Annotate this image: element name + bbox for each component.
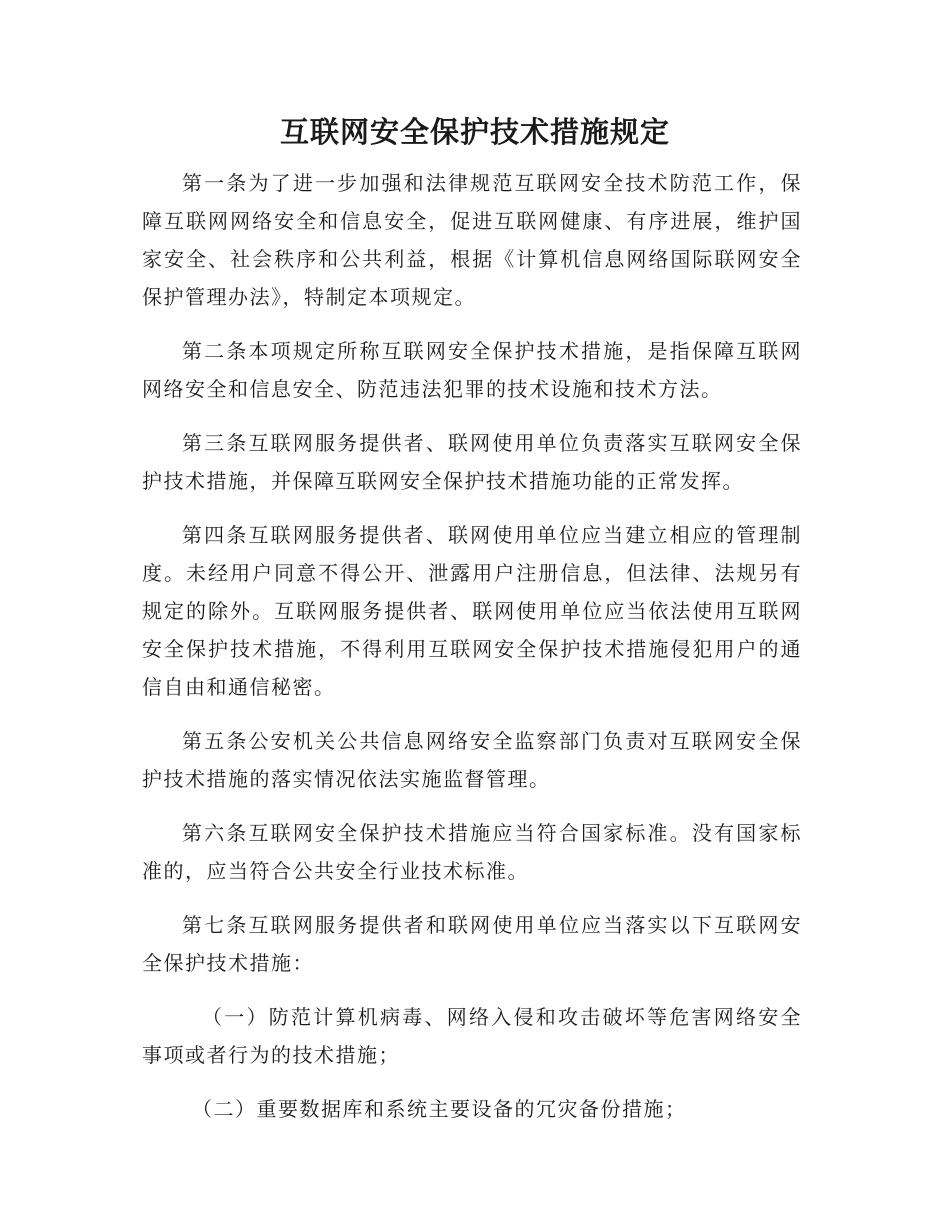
document-body (142, 164, 802, 1144)
paragraph-item-1: （一）防范计算机病毒、网络入侵和攻击破坏等危害网络安全事项或者行为的技术措施； (142, 1005, 802, 1067)
paragraph-article-6: 第六条互联网安全保护技术措施应当符合国家标准。没有国家标准的，应当符合公共安全行业技术标准。 (142, 821, 802, 883)
paragraph-article-7: 第七条互联网服务提供者和联网使用单位应当落实以下互联网安全保护技术措施： (142, 913, 802, 975)
document-title: 互联网安全保护技术措施规定 (279, 115, 670, 149)
paragraph-article-4: 第四条互联网服务提供者、联网使用单位应当建立相应的管理制度。未经用户同意不得公开、泄露用户注册信息，但法律、法规另有规定的除外。互联网服务提供者、联网使用单位应当依法使用互联网安全保护技术措施，不得利用互联网安全保护技术措施侵犯用户的通信自由和通信秘密。 (142, 523, 802, 699)
paragraph-article-1: 第一条为了进一步加强和法律规范互联网安全技术防范工作，保障互联网网络安全和信息安全，促进互联网健康、有序进展，维护国家安全、社会秩序和公共利益，根据《计算机信息网络国际联网安全保护管理办法》，特制定本项规定。 (142, 171, 802, 309)
paragraph-article-2: 第二条本项规定所称互联网安全保护技术措施，是指保障互联网网络安全和信息安全、防范违法犯罪的技术设施和技术方法。 (142, 339, 802, 401)
paragraph-article-5: 第五条公安机关公共信息网络安全监察部门负责对互联网安全保护技术措施的落实情况依法实施监督管理。 (142, 729, 802, 791)
paragraph-item-2: （二）重要数据库和系统主要设备的冗灾备份措施； (192, 1097, 687, 1121)
paragraph-article-3: 第三条互联网服务提供者、联网使用单位负责落实互联网安全保护技术措施，并保障互联网安全保护技术措施功能的正常发挥。 (142, 431, 802, 493)
